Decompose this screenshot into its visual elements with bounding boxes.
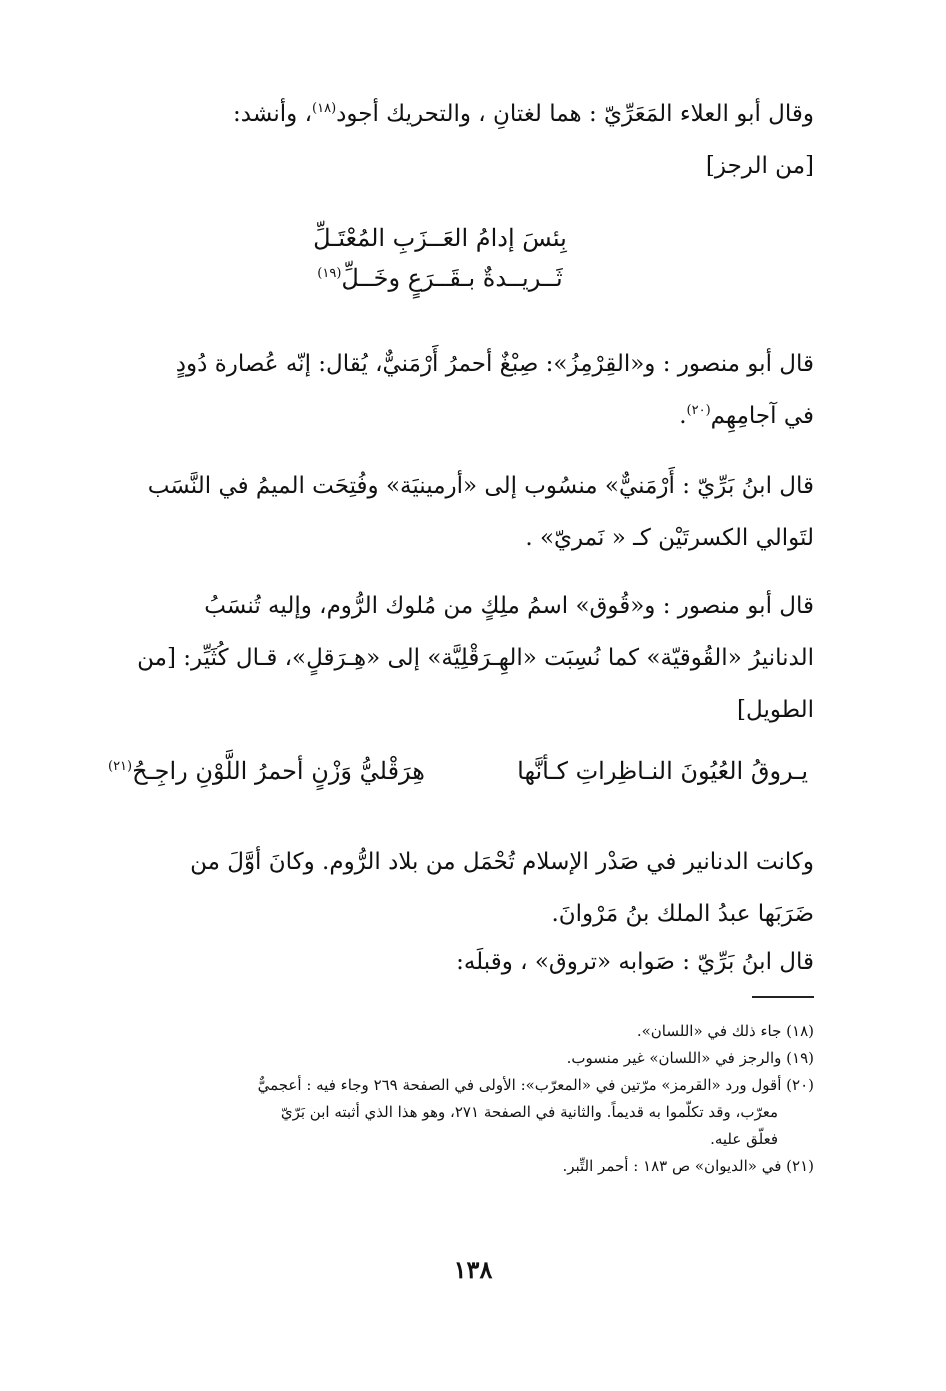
hemistich-1: يـروقُ العُيُونَ النـاظِراتِ كـأنَّها xyxy=(517,757,808,785)
hemistich-2: هِرَقْليُّ وَزْنٍ أحمرُ اللَّوْنِ راجِـحُ$^{(٢١)}$ xyxy=(108,757,425,785)
footnotes xyxy=(114,1018,814,1180)
footnote-21: (٢١) في «الديوان» ص ١٨٣ : أحمر التِّبر. xyxy=(562,1157,814,1175)
footnote-ref-21: (٢١) xyxy=(108,759,133,774)
paragraph-6 xyxy=(114,936,814,988)
paragraph-4-line-1: قال أبو منصور : و«قُوق» اسمُ ملِكٍ من مُلوك الرُّوم، وإليه تُنسَبُ xyxy=(204,593,814,619)
paragraph-5-line-2: ضَرَبَها عبدُ الملك بنُ مَرْوانَ. xyxy=(551,901,814,927)
meter-label-rajaz: [من الرجز] xyxy=(705,153,814,179)
footnote-ref-20: (٢٠) xyxy=(686,403,711,418)
footnote-18: (١٨) جاء ذلك في «اللسان». xyxy=(636,1022,814,1040)
verse-rajaz-line-1: بِئسَ إدامُ العَــزَبِ المُعْتَـلِّ xyxy=(313,224,567,252)
footnote-20-line-1: (٢٠) أقول ورد «القرمز» مرّتين في «المعرّب»: الأولى في الصفحة ٢٦٩ وجاء فيه : أعجميٌّ xyxy=(257,1076,814,1094)
verse-rajaz-line-2: ثَــريــدةٌ بـقَــرَعٍ وخَــلِّ$^{(١٩)}$ xyxy=(317,264,563,292)
paragraph-1-line-1: وقال أبو العلاء المَعَرِّيّ : هما لغتانِ ، والتحريك أجود$^{(١٨)}$، وأنشد: xyxy=(233,101,814,127)
footnote-19: (١٩) والرجز في «اللسان» غير منسوب. xyxy=(566,1049,814,1067)
footnote-separator xyxy=(752,996,814,998)
footnote-20-line-3: فعلّق عليه. xyxy=(710,1130,778,1148)
footnote-ref-19: (١٩) xyxy=(317,266,342,281)
paragraph-5-line-1: وكانت الدنانير في صَدْر الإسلام تُحْمَل من بلاد الرُّوم. وكانَ أوَّلَ من xyxy=(190,849,814,875)
verse-rajaz xyxy=(240,218,640,298)
paragraph-4 xyxy=(114,580,814,736)
paragraph-2-line-2: في آجامِهِم$^{(٢٠)}$. xyxy=(679,403,814,429)
page-number: ١٣٨ xyxy=(453,1255,493,1284)
paragraph-4-line-2: الدنانيرُ «القُوقيّة» كما نُسِبَت «الهِـرَقْلِيَّة» إلى «هِـرَقلٍ»، قـال كُثَيِّر: [من xyxy=(137,645,814,671)
paragraph-2 xyxy=(114,338,814,442)
footnote-ref-18: (١٨) xyxy=(312,101,337,116)
paragraph-3-line-2: لتَوالي الكسرتَيْن كـ « نَمريّ» . xyxy=(525,525,814,551)
paragraph-3 xyxy=(114,460,814,564)
paragraph-3-line-1: قال ابنُ بَرِّيّ : أَرْمَنيٌّ» منسُوب إلى «أرمينيَة» وفُتِحَت الميمُ في النَّسَب xyxy=(147,473,814,499)
paragraph-6-line-1: قال ابنُ بَرِّيّ : صَوابه «تروق» ، وقبلَه: xyxy=(456,949,814,975)
paragraph-2-line-1: قال أبو منصور : و«القِرْمِزُ»: صِبْغٌ أحمرُ أَرْمَنيٌّ، يُقال: إنّه عُصارة دُودٍ xyxy=(175,351,814,377)
paragraph-1 xyxy=(114,88,814,192)
paragraph-5 xyxy=(114,836,814,940)
footnote-20-line-2: معرّب، وقد تكلّموا به قديماً. والثانية في الصفحة ٢٧١، وهو هذا الذي أثبته ابن بَرّيّ xyxy=(280,1103,778,1121)
verse-kuthayyir xyxy=(108,748,808,794)
meter-label-tawil: الطويل] xyxy=(737,697,814,723)
